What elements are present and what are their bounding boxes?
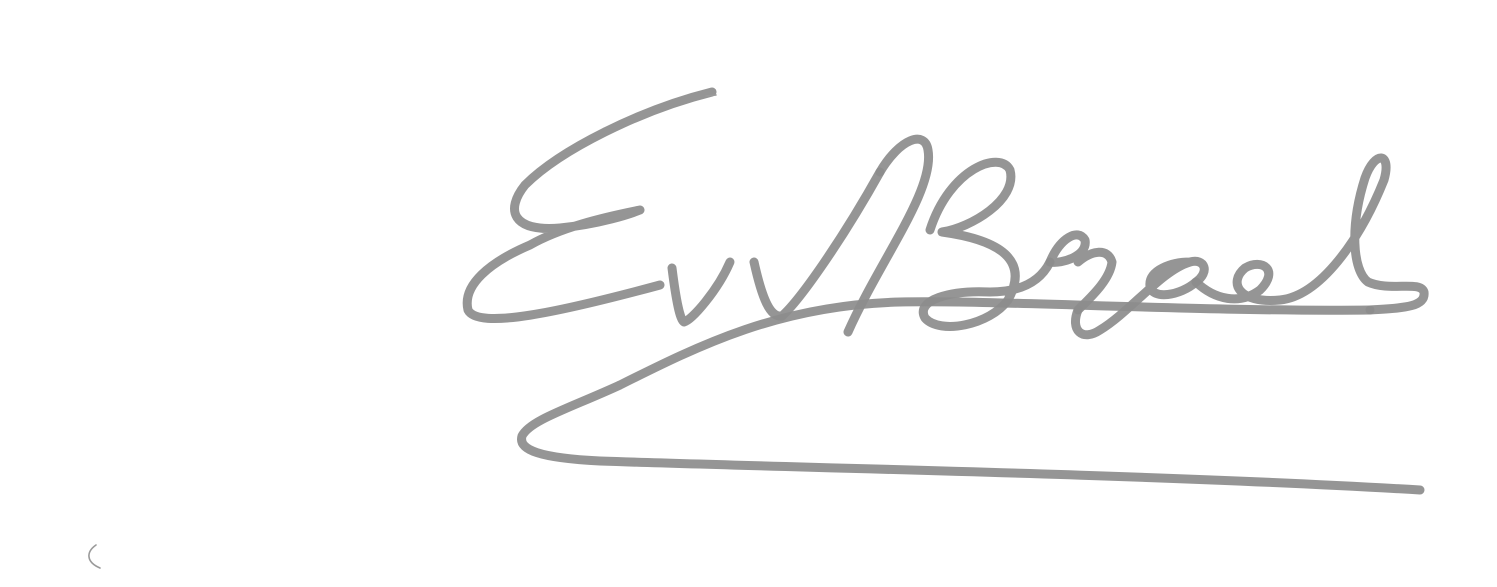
signature-stroke-er (1050, 235, 1112, 310)
signature-stroke-w (754, 172, 880, 316)
signature-tick (706, 95, 716, 96)
signature-stroke-el (1196, 158, 1424, 310)
margin-mark (89, 545, 100, 568)
signature-underline (522, 302, 1420, 490)
signature-stroke-v (672, 262, 730, 322)
